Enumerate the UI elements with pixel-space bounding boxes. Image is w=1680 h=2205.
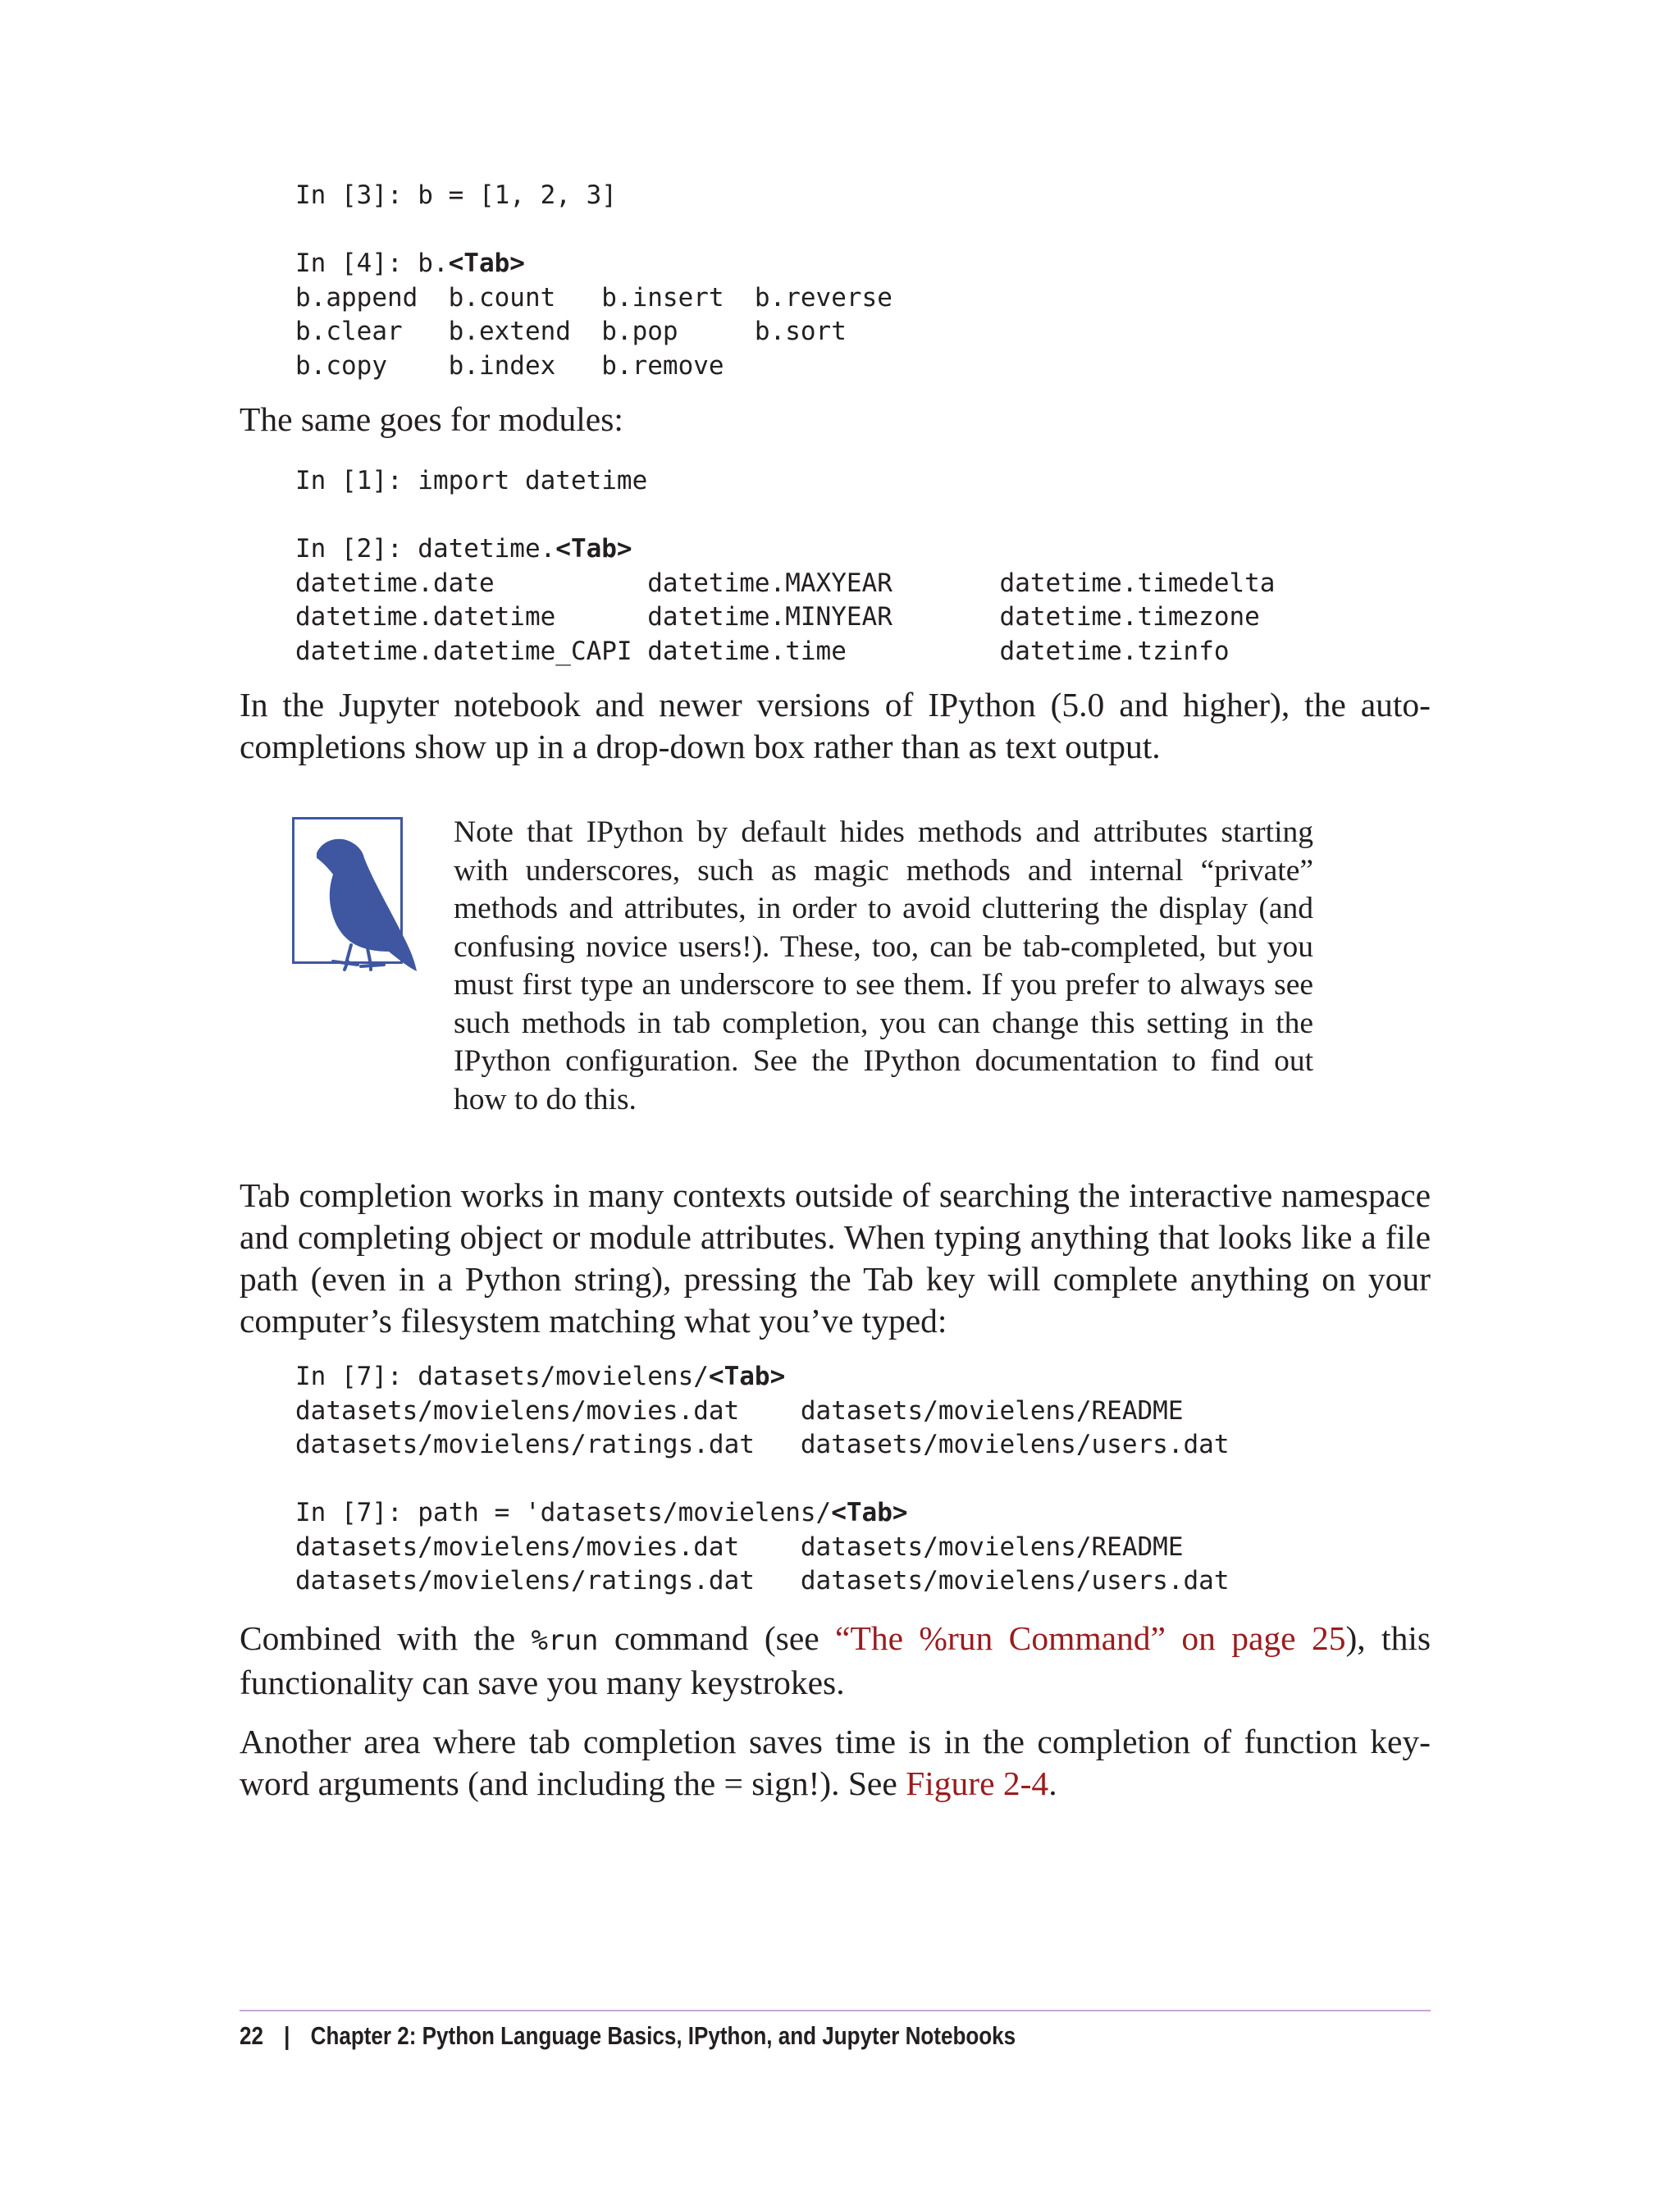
figure-link[interactable]: Figure 2-4 — [906, 1764, 1049, 1802]
paragraph-jupyter: In the Jupyter notebook and newer versions of IPython (5.0 and higher), the auto-completions show up in a drop-down box rather than as text output. — [240, 686, 1431, 765]
chapter-title: Chapter 2: Python Language Basics, IPython, and Jupyter Notebooks — [310, 2021, 1016, 2050]
tab-key-marker: <Tab> — [555, 534, 632, 564]
completion-row: datetime.date datetime.MAXYEAR datetime.timedelta — [295, 568, 1276, 598]
paragraph-keyword-arguments: Another area where tab completion saves time is in the completion of function keyword arguments (and including the = sign!). See Figure 2-4. — [240, 1723, 1431, 1802]
tab-key-marker: <Tab> — [831, 1498, 908, 1527]
code-block-list-completion — [295, 179, 892, 383]
page-footer — [240, 2021, 1016, 2051]
paragraph-run-command: Combined with the %run command (see “The %run Command” on page 25), this functionality can save you many keystrokes. — [240, 1619, 1431, 1701]
code-line: In [4]: b. — [295, 249, 449, 278]
completion-row: b.clear b.extend b.pop b.sort — [295, 317, 847, 346]
completion-row: datetime.datetime_CAPI datetime.time datetime.tzinfo — [295, 636, 1230, 666]
completion-row: b.copy b.index b.remove — [295, 350, 724, 381]
code-line: In [2]: datetime. — [295, 534, 556, 564]
completion-row: datasets/movielens/movies.dat datasets/movielens/README — [295, 1395, 1184, 1426]
completion-row: datasets/movielens/movies.dat datasets/movielens/README — [295, 1532, 1184, 1562]
code-line: In [3]: b = [1, 2, 3] — [295, 180, 617, 210]
footer-separator: | — [284, 2021, 290, 2050]
completion-row: datasets/movielens/ratings.dat datasets/movielens/users.dat — [295, 1566, 1230, 1596]
code-line: In [1]: import datetime — [295, 466, 648, 495]
completion-row: datasets/movielens/ratings.dat datasets/movielens/users.dat — [295, 1430, 1230, 1459]
code-block-module-completion — [295, 464, 1275, 669]
footer-divider — [240, 2010, 1431, 2011]
paragraph-modules: The same goes for modules: — [240, 400, 623, 438]
page-number: 22 — [240, 2021, 263, 2050]
code-line: In [7]: datasets/movielens/ — [295, 1362, 709, 1391]
bird-icon — [292, 817, 422, 976]
note-text: Note that IPython by default hides methods and attributes starting with underscores, such as magic methods and internal “private” methods and attributes, in order to avoid cluttering the display (and confusing novice users!). These, too, can be tab-completed, but you must first type an underscore to see them. If you prefer to always see such methods in tab completion, you can change this setting in the IPython configuration. See the IPython documentation to find out how to do this. — [454, 815, 1313, 1116]
tab-key-marker: <Tab> — [448, 249, 525, 278]
code-line: In [7]: path = 'datasets/movielens/ — [295, 1498, 832, 1527]
inline-code: %run — [531, 1624, 599, 1657]
completion-row: b.append b.count b.insert b.reverse — [295, 282, 892, 313]
tab-key-marker: <Tab> — [708, 1362, 786, 1391]
completion-row: datetime.datetime datetime.MINYEAR datetime.timezone — [295, 602, 1260, 632]
code-block-path-completion — [295, 1360, 1229, 1599]
paragraph-tab-completion: Tab completion works in many contexts outside of searching the interactive namespace and completing object or module attributes. When typing anything that looks like a file path (even in a Python string), pressing the Tab key will complete anything on your computer’s filesystem matching what you’ve typed: — [240, 1176, 1431, 1340]
cross-reference-link[interactable]: “The %run Command” on page 25 — [835, 1619, 1346, 1657]
